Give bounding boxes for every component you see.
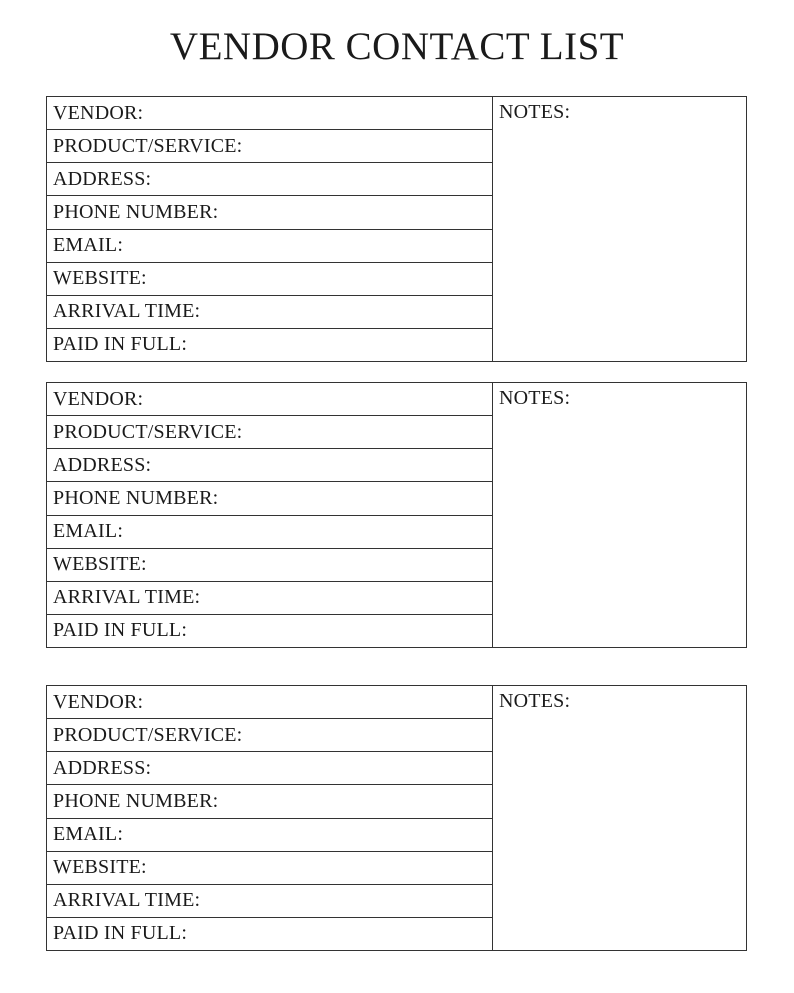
- product-service-field[interactable]: PRODUCT/SERVICE:: [47, 130, 492, 163]
- vendor-fields: [47, 97, 493, 361]
- vendor-card: [46, 685, 747, 951]
- notes-field[interactable]: NOTES:: [499, 101, 571, 123]
- arrival-time-field[interactable]: ARRIVAL TIME:: [47, 296, 492, 329]
- website-field[interactable]: WEBSITE:: [47, 852, 492, 885]
- vendor-field[interactable]: VENDOR:: [47, 97, 492, 130]
- notes-field[interactable]: NOTES:: [499, 690, 571, 712]
- vendor-field[interactable]: VENDOR:: [47, 686, 492, 719]
- email-field[interactable]: EMAIL:: [47, 516, 492, 549]
- phone-number-field[interactable]: PHONE NUMBER:: [47, 196, 492, 229]
- paid-in-full-field[interactable]: PAID IN FULL:: [53, 333, 188, 356]
- vendor-card: [46, 96, 747, 362]
- vendor-field[interactable]: VENDOR:: [47, 383, 492, 416]
- email-field[interactable]: EMAIL:: [47, 230, 492, 263]
- address-field[interactable]: ADDRESS:: [47, 163, 492, 196]
- address-field[interactable]: ADDRESS:: [47, 752, 492, 785]
- phone-number-field[interactable]: PHONE NUMBER:: [47, 785, 492, 818]
- website-field[interactable]: WEBSITE:: [47, 263, 492, 296]
- vendor-fields: [47, 383, 493, 647]
- page-title: VENDOR CONTACT LIST: [169, 25, 625, 68]
- paid-in-full-field[interactable]: PAID IN FULL:: [53, 619, 188, 642]
- arrival-time-field[interactable]: ARRIVAL TIME:: [47, 582, 492, 615]
- notes-field[interactable]: NOTES:: [499, 387, 571, 409]
- product-service-field[interactable]: PRODUCT/SERVICE:: [47, 719, 492, 752]
- product-service-field[interactable]: PRODUCT/SERVICE:: [47, 416, 492, 449]
- arrival-time-field[interactable]: ARRIVAL TIME:: [47, 885, 492, 918]
- paid-in-full-field[interactable]: PAID IN FULL:: [53, 922, 188, 945]
- phone-number-field[interactable]: PHONE NUMBER:: [47, 482, 492, 515]
- website-field[interactable]: WEBSITE:: [47, 549, 492, 582]
- email-field[interactable]: EMAIL:: [47, 819, 492, 852]
- vendor-card: [46, 382, 747, 648]
- vendor-fields: [47, 686, 493, 950]
- address-field[interactable]: ADDRESS:: [47, 449, 492, 482]
